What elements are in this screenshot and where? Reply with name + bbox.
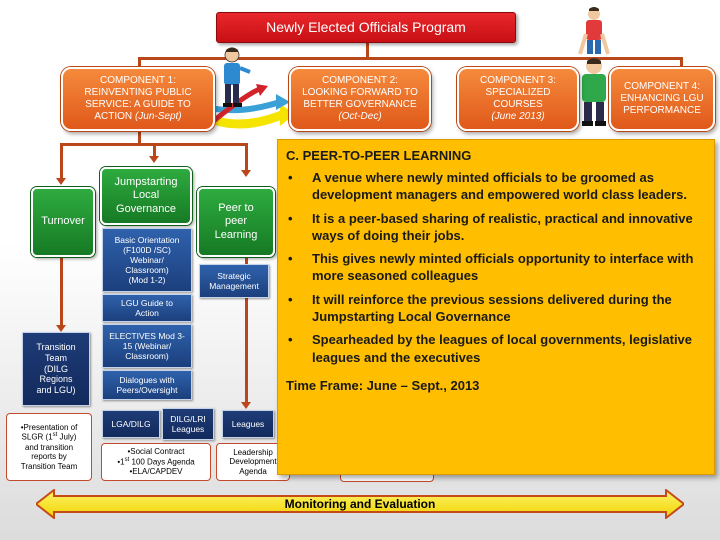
strategic-management-box[interactable] bbox=[199, 264, 269, 298]
connector-jump-drop bbox=[153, 143, 156, 157]
component-1-period: (Jun-Sept) bbox=[134, 111, 182, 122]
connector-peer-drop bbox=[245, 143, 248, 171]
peer-line1: Peer to bbox=[218, 202, 254, 215]
presentation-l2: SLGR (1st July) bbox=[21, 432, 77, 442]
callout-bullet: • This gives newly minted officials opportunity to interface with more seasoned colleagues bbox=[288, 251, 694, 284]
dilg-lri-l2: Leagues bbox=[171, 424, 205, 434]
callout-bullets bbox=[286, 169, 706, 366]
callout-bullet: • A venue where newly minted officials to be groomed as development managers and empowered world class leaders. bbox=[288, 170, 687, 203]
callout-time-frame: Time Frame: June – Sept., 2013 bbox=[286, 377, 480, 393]
component-3-box[interactable] bbox=[457, 67, 579, 131]
component-3-period: (June 2013) bbox=[491, 111, 545, 122]
connector-turnover-transition bbox=[60, 258, 63, 326]
module-2-l1: LGU Guide to bbox=[121, 297, 173, 308]
module-1-l2: (F100D /SC) bbox=[123, 244, 171, 255]
component-4-line2: ENHANCING LGU bbox=[620, 93, 704, 104]
peer-to-peer-callout bbox=[277, 139, 715, 475]
component-4-line3: PERFORMANCE bbox=[623, 105, 701, 116]
component-4-line1: COMPONENT 4: bbox=[624, 81, 700, 92]
component-2-line1: COMPONENT 2: bbox=[322, 75, 398, 86]
connector-comp4-drop bbox=[680, 57, 683, 67]
bullet-dot: • bbox=[288, 251, 293, 267]
social-l3: •ELA/CAPDEV bbox=[129, 467, 183, 477]
transition-l2: Team bbox=[44, 352, 67, 363]
connector-comp1-drop bbox=[138, 57, 141, 67]
component-2-box[interactable] bbox=[289, 67, 431, 131]
turnover-box[interactable]: Turnover bbox=[31, 187, 95, 257]
component-1-line3: SERVICE: A GUIDE TO bbox=[85, 99, 191, 110]
component-1-line1: COMPONENT 1: bbox=[100, 75, 176, 86]
bullet-dot: • bbox=[288, 210, 293, 226]
module-4-l2: Peers/Oversight bbox=[116, 385, 178, 395]
module-lgu-guide[interactable] bbox=[102, 294, 192, 322]
module-3-l3: Classroom) bbox=[125, 351, 169, 362]
component-1-line2: REINVENTING PUBLIC bbox=[84, 87, 192, 98]
lga-dilg-box[interactable]: LGA/DILG bbox=[102, 410, 160, 438]
module-4-l1: Dialogues with bbox=[119, 374, 175, 385]
transition-l1: Transition bbox=[36, 342, 76, 352]
leadership-l3: Agenda bbox=[239, 466, 267, 476]
presentation-l4: reports by bbox=[31, 452, 67, 462]
callout-bullet: • Spearheaded by the leagues of local governments, legislative leagues and the executives bbox=[288, 332, 693, 365]
component-3-line3: COURSES bbox=[493, 99, 543, 110]
module-1-l3: Webinar/ bbox=[130, 254, 164, 265]
module-3-l1: ELECTIVES Mod 3- bbox=[109, 330, 185, 341]
component-2-line3: BETTER GOVERNANCE bbox=[303, 99, 417, 110]
social-l2: •1st 100 Days Agenda bbox=[117, 456, 195, 467]
dilg-lri-l1: DILG/LRI bbox=[170, 413, 206, 424]
connector-turnover-drop bbox=[60, 143, 63, 179]
social-contract-output-box bbox=[101, 443, 211, 481]
arrow-to-leagues bbox=[241, 402, 251, 409]
jumpstarting-box[interactable] bbox=[100, 167, 192, 225]
jumpstarting-line3: Governance bbox=[116, 202, 176, 215]
arrow-to-transition bbox=[56, 325, 66, 332]
bullet-dot: • bbox=[288, 332, 293, 348]
module-1-l5: (Mod 1-2) bbox=[128, 275, 166, 286]
callout-bullet: • It is a peer-based sharing of realistic, practical and innovative ways of doing their jobs. bbox=[288, 210, 693, 243]
peer-line3: Learning bbox=[214, 228, 258, 241]
peer-line2: peer bbox=[224, 215, 248, 228]
strategic-l2: Management bbox=[209, 281, 259, 291]
person-figure-icon bbox=[218, 46, 252, 110]
leadership-l2: Development bbox=[229, 457, 277, 467]
transition-l4: Regions bbox=[39, 374, 73, 385]
jumpstarting-line1: Jumpstarting bbox=[114, 176, 178, 189]
module-3-l2: 15 (Webinar/ bbox=[122, 340, 172, 351]
monitoring-evaluation-arrow[interactable] bbox=[36, 489, 684, 519]
monitoring-label: Monitoring and Evaluation bbox=[284, 497, 436, 511]
transition-l5: and LGU) bbox=[36, 385, 76, 396]
component-1-box[interactable] bbox=[61, 67, 215, 131]
callout-heading: C. PEER-TO-PEER LEARNING bbox=[286, 148, 472, 163]
leadership-l1: Leadership bbox=[233, 447, 273, 457]
presentation-l1: •Presentation of bbox=[20, 422, 78, 432]
component-1-line4: ACTION bbox=[94, 111, 133, 122]
component-3-line2: SPECIALIZED bbox=[485, 87, 551, 98]
jumpstarting-line2: Local bbox=[132, 189, 160, 202]
component-1-line4-row bbox=[94, 111, 181, 123]
arrow-to-jumpstarting bbox=[149, 156, 159, 163]
module-basic-orientation[interactable] bbox=[102, 228, 192, 292]
dilg-lri-box[interactable] bbox=[162, 408, 214, 440]
module-1-l1: Basic Orientation bbox=[114, 234, 180, 245]
component-2-period: (Oct-Dec) bbox=[338, 111, 382, 122]
social-l1: •Social Contract bbox=[127, 447, 185, 457]
module-2-l2: Action bbox=[135, 308, 159, 318]
component-2-line2: LOOKING FORWARD TO bbox=[302, 87, 418, 98]
presentation-l3: and transition bbox=[24, 442, 74, 452]
transition-l3: (DILG bbox=[43, 363, 68, 374]
module-electives[interactable] bbox=[102, 324, 192, 368]
program-title: Newly Elected Officials Program bbox=[216, 12, 516, 43]
presentation-output-box bbox=[6, 413, 92, 481]
arrow-to-turnover bbox=[56, 178, 66, 185]
component-4-box[interactable] bbox=[609, 67, 715, 131]
arrow-to-peer bbox=[241, 170, 251, 177]
bullet-dot: • bbox=[288, 291, 293, 307]
presentation-l5: Transition Team bbox=[20, 461, 78, 471]
module-dialogues[interactable] bbox=[102, 370, 192, 400]
module-1-l4: Classroom) bbox=[125, 265, 169, 276]
transition-team-box[interactable] bbox=[22, 332, 90, 406]
leagues-box[interactable]: Leagues bbox=[222, 410, 274, 438]
strategic-l1: Strategic bbox=[217, 270, 251, 281]
peer-learning-box[interactable] bbox=[197, 187, 275, 257]
bullet-dot: • bbox=[288, 170, 293, 185]
component-3-line1: COMPONENT 3: bbox=[480, 75, 556, 86]
callout-bullet: • It will reinforce the previous sessions delivered during the Jumpstarting Local Governance bbox=[288, 291, 672, 324]
